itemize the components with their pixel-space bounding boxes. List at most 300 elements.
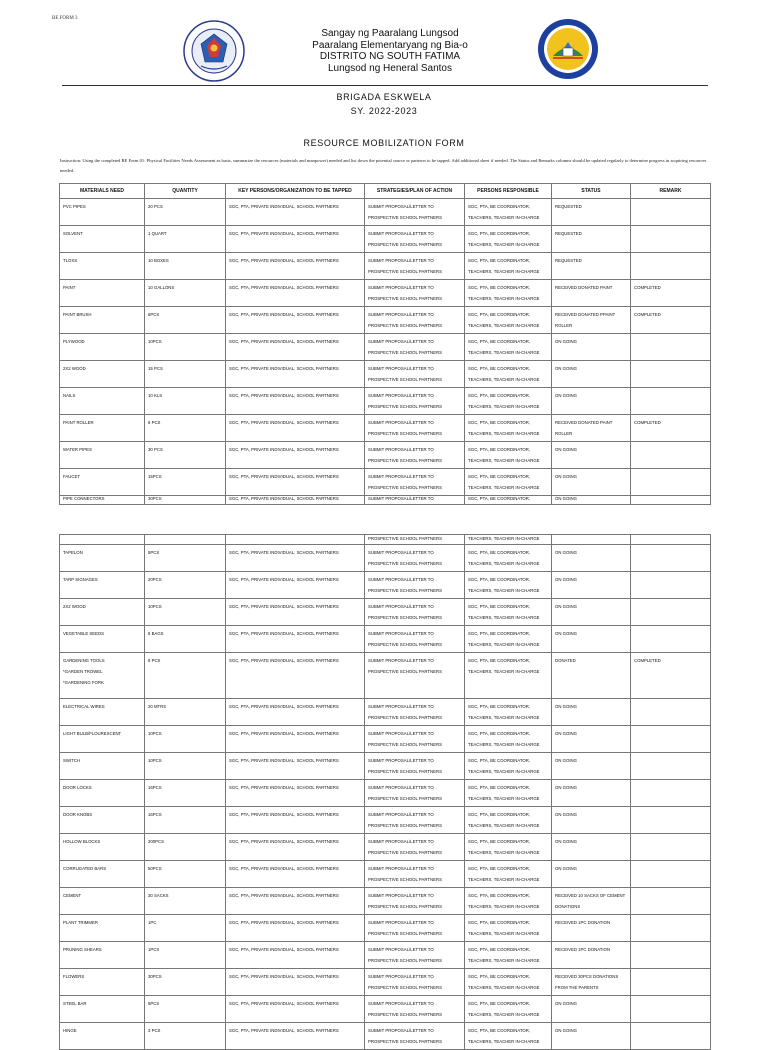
- persons-cell-text: SGC, PTA, BE COORDINATOR,: [468, 339, 531, 344]
- status-cell-text: RECEIVED DONATED PAINT: [555, 420, 613, 425]
- key-persons-cell: [226, 545, 365, 572]
- status-cell-text: ON GOING: [555, 812, 577, 817]
- instruction-text: Instruction: Using the completed BE Form 01: Physical Facilities Needs Assessment as basis, summarize the resources (materials and manpower) needed and list down the potential source or partners to be tapped. Add additional sheet if needed. The Status and Remarks columns should be updated regularly to determine progress in acquiring resources needed.: [60, 158, 707, 173]
- quantity-cell: [145, 753, 226, 780]
- strategy-cell: [365, 572, 465, 599]
- header-line-4: Lungsod ng Heneral Santos: [328, 62, 452, 74]
- persons-cell-text: TEACHERS, TEACHER IN-CHARGE: [468, 588, 540, 593]
- deped-seal-logo: [183, 20, 245, 82]
- table-row: [60, 545, 711, 572]
- strategy-cell-text: SUBMIT PROPOSAL/LETTER TO: [368, 204, 434, 209]
- table-row: [60, 653, 711, 699]
- key-persons-cell: [226, 653, 365, 699]
- status-cell: [552, 996, 631, 1023]
- strategy-cell: [365, 307, 465, 334]
- quantity-cell: [145, 942, 226, 969]
- status-cell: [552, 334, 631, 361]
- persons-cell-text: TEACHERS, TEACHER IN-CHARGE: [468, 669, 540, 674]
- persons-cell: [465, 653, 552, 699]
- key-persons-cell: [226, 780, 365, 807]
- quantity-cell: [145, 199, 226, 226]
- key-persons-cell: [226, 942, 365, 969]
- table-row: [60, 1023, 711, 1050]
- strategy-cell-text: SUBMIT PROPOSAL/LETTER TO: [368, 474, 434, 479]
- status-cell-text: ON GOING: [555, 366, 577, 371]
- table-row: [60, 307, 711, 334]
- remark-cell-text: COMPLETED: [634, 658, 661, 663]
- status-cell: [552, 807, 631, 834]
- strategy-cell-text: SUBMIT PROPOSAL/LETTER TO: [368, 893, 434, 898]
- persons-cell-text: TEACHERS, TEACHER IN-CHARGE: [468, 404, 540, 409]
- material-cell-text: DOOR KNOBS: [63, 812, 93, 817]
- status-cell-text: ON GOING: [555, 1028, 577, 1033]
- persons-cell: [465, 199, 552, 226]
- strategy-cell-text: PROSPECTIVE SCHOOL PARTNERS: [368, 323, 442, 328]
- status-cell-text: ON GOING: [555, 447, 577, 452]
- quantity-cell: [145, 726, 226, 753]
- remark-cell-text: COMPLETED: [634, 312, 661, 317]
- material-cell: [60, 307, 145, 334]
- key-persons-cell-text: SGC, PTA, PRIVATE INDIVIDUAL, SCHOOL PARTNERS: [229, 785, 339, 790]
- material-cell: [60, 807, 145, 834]
- strategy-cell-text: SUBMIT PROPOSAL/LETTER TO: [368, 420, 434, 425]
- table-row: [60, 753, 711, 780]
- strategy-cell-text: SUBMIT PROPOSAL/LETTER TO: [368, 947, 434, 952]
- material-cell-text: TAPELON: [63, 550, 83, 555]
- persons-cell-text: TEACHERS, TEACHER IN-CHARGE: [468, 958, 540, 963]
- quantity-cell: [145, 307, 226, 334]
- strategy-cell: [365, 726, 465, 753]
- quantity-cell: [145, 334, 226, 361]
- col-header-status: STATUS: [552, 184, 631, 199]
- status-cell: [552, 699, 631, 726]
- status-cell-text: RECEIVED DONATED PPAINT: [555, 312, 616, 317]
- material-cell-text: ELECTRICAL WIRES: [63, 704, 105, 709]
- header-line-2: Paaralang Elementaryang ng Bia-o: [312, 39, 468, 51]
- material-cell: [60, 861, 145, 888]
- strategy-cell-text: SUBMIT PROPOSAL/LETTER TO: [368, 658, 434, 663]
- key-persons-cell: [226, 280, 365, 307]
- strategy-cell-text: SUBMIT PROPOSAL/LETTER TO: [368, 631, 434, 636]
- strategy-cell-text: SUBMIT PROPOSAL/LETTER TO: [368, 447, 434, 452]
- key-persons-cell-text: SGC, PTA, PRIVATE INDIVIDUAL, SCHOOL PARTNERS: [229, 631, 339, 636]
- remark-cell: [631, 415, 711, 442]
- quantity-cell-text: 1 QUART: [148, 231, 167, 236]
- strategy-cell-text: PROSPECTIVE SCHOOL PARTNERS: [368, 1039, 442, 1044]
- key-persons-cell-text: SGC, PTA, PRIVATE INDIVIDUAL, SCHOOL PARTNERS: [229, 812, 339, 817]
- quantity-cell-text: 15 PCS: [148, 366, 163, 371]
- persons-cell-text: SGC, PTA, BE COORDINATOR,: [468, 658, 531, 663]
- quantity-cell: [145, 572, 226, 599]
- quantity-cell: [145, 626, 226, 653]
- strategy-cell-text: PROSPECTIVE SCHOOL PARTNERS: [368, 615, 442, 620]
- persons-cell-text: TEACHERS, TEACHER IN-CHARGE: [468, 431, 540, 436]
- status-cell: [552, 545, 631, 572]
- remark-cell: [631, 334, 711, 361]
- persons-cell: [465, 253, 552, 280]
- quantity-cell-text: 1PCS: [148, 947, 160, 952]
- status-cell-text: DONATIONS: [555, 904, 581, 909]
- strategy-cell-text: PROSPECTIVE SCHOOL PARTNERS: [368, 742, 442, 747]
- material-cell: [60, 915, 145, 942]
- quantity-cell-text: 10PCS: [148, 604, 162, 609]
- col-header-materials: MATERIALS NEED: [60, 184, 145, 199]
- quantity-cell: [145, 996, 226, 1023]
- persons-cell-text: SGC, PTA, BE COORDINATOR,: [468, 447, 531, 452]
- material-cell: [60, 496, 145, 505]
- quantity-cell-text: 10PCS: [148, 758, 162, 763]
- key-persons-cell: [226, 726, 365, 753]
- strategy-cell-text: SUBMIT PROPOSAL/LETTER TO: [368, 758, 434, 763]
- table-row: [60, 572, 711, 599]
- key-persons-cell: [226, 807, 365, 834]
- remark-cell: [631, 199, 711, 226]
- table-row: [60, 253, 711, 280]
- material-cell: [60, 253, 145, 280]
- key-persons-cell-text: SGC, PTA, PRIVATE INDIVIDUAL, SCHOOL PARTNERS: [229, 866, 339, 871]
- col-header-persons-responsible: PERSONS RESPONSIBLE: [465, 184, 552, 199]
- material-cell-text: SWITCH: [63, 758, 80, 763]
- quantity-cell-text: 20PCS: [148, 577, 162, 582]
- material-cell: [60, 469, 145, 496]
- material-cell-text: VEGETABLE SEEDS: [63, 631, 104, 636]
- strategy-cell-text: SUBMIT PROPOSAL/LETTER TO: [368, 285, 434, 290]
- strategy-cell-text: SUBMIT PROPOSAL/LETTER TO: [368, 550, 434, 555]
- strategy-cell-text: PROSPECTIVE SCHOOL PARTNERS: [368, 669, 442, 674]
- strategy-cell-text: SUBMIT PROPOSAL/LETTER TO: [368, 920, 434, 925]
- table-row: [60, 699, 711, 726]
- remark-cell: [631, 280, 711, 307]
- persons-cell-text: SGC, PTA, BE COORDINATOR,: [468, 731, 531, 736]
- material-cell-text: FLOWERS: [63, 974, 85, 979]
- quantity-cell: [145, 969, 226, 996]
- quantity-cell: [145, 888, 226, 915]
- material-cell: [60, 780, 145, 807]
- material-cell-text: PLANT TRIMMER: [63, 920, 98, 925]
- persons-cell-text: TEACHERS, TEACHER IN-CHARGE: [468, 1039, 540, 1044]
- key-persons-cell: [226, 969, 365, 996]
- key-persons-cell-text: SGC, PTA, PRIVATE INDIVIDUAL, SCHOOL PARTNERS: [229, 366, 339, 371]
- quantity-cell: [145, 415, 226, 442]
- form-title: RESOURCE MOBILIZATION FORM: [303, 138, 465, 148]
- strategy-cell: [365, 996, 465, 1023]
- table-row: [60, 280, 711, 307]
- key-persons-cell: [226, 199, 365, 226]
- persons-cell: [465, 469, 552, 496]
- strategy-cell-text: PROSPECTIVE SCHOOL PARTNERS: [368, 931, 442, 936]
- table-row-continued: [60, 535, 711, 545]
- status-cell-text: ON GOING: [555, 785, 577, 790]
- quantity-cell: [145, 653, 226, 699]
- program-title: BRIGADA ESKWELA: [336, 92, 432, 102]
- strategy-cell: [365, 1023, 465, 1050]
- persons-cell-text: SGC, PTA, BE COORDINATOR,: [468, 204, 531, 209]
- persons-cell: [465, 996, 552, 1023]
- strategy-cell-text: SUBMIT PROPOSAL/LETTER TO: [368, 785, 434, 790]
- strategy-cell-text: PROSPECTIVE SCHOOL PARTNERS: [368, 642, 442, 647]
- status-cell-text: ON GOING: [555, 866, 577, 871]
- table-row: [60, 226, 711, 253]
- strategy-cell-text: SUBMIT PROPOSAL/LETTER TO: [368, 1001, 434, 1006]
- status-cell-text: DONATED: [555, 658, 576, 663]
- key-persons-cell-text: SGC, PTA, PRIVATE INDIVIDUAL, SCHOOL PARTNERS: [229, 339, 339, 344]
- remark-cell: [631, 753, 711, 780]
- key-persons-cell-text: SGC, PTA, PRIVATE INDIVIDUAL, SCHOOL PARTNERS: [229, 974, 339, 979]
- status-cell: [552, 280, 631, 307]
- key-persons-cell: [226, 599, 365, 626]
- persons-cell-text: TEACHERS, TEACHER IN-CHARGE: [468, 215, 540, 220]
- strategy-cell-text: SUBMIT PROPOSAL/LETTER TO: [368, 393, 434, 398]
- strategy-cell-text: SUBMIT PROPOSAL/LETTER TO: [368, 312, 434, 317]
- strategy-cell-text: PROSPECTIVE SCHOOL PARTNERS: [368, 458, 442, 463]
- status-cell: [552, 942, 631, 969]
- strategy-cell-text: SUBMIT PROPOSAL/LETTER TO: [368, 866, 434, 871]
- persons-cell-text: TEACHERS, TEACHER IN-CHARGE: [468, 615, 540, 620]
- status-cell-text: ON GOING: [555, 474, 577, 479]
- remark-cell: [631, 442, 711, 469]
- col-header-strategies: STRATEGIES/PLAN OF ACTION: [365, 184, 465, 199]
- strategy-cell-text: PROSPECTIVE SCHOOL PARTNERS: [368, 431, 442, 436]
- persons-cell-text: TEACHERS, TEACHER IN-CHARGE: [468, 796, 540, 801]
- strategy-cell-text: SUBMIT PROPOSAL/LETTER TO: [368, 812, 434, 817]
- quantity-cell-text: 50PCS: [148, 866, 162, 871]
- persons-cell-text: TEACHERS, TEACHER IN-CHARGE: [468, 642, 540, 647]
- quantity-cell-text: 10PCS: [148, 731, 162, 736]
- table-row: [60, 780, 711, 807]
- remark-cell: [631, 915, 711, 942]
- material-cell: [60, 415, 145, 442]
- material-cell: [60, 942, 145, 969]
- quantity-cell: [145, 361, 226, 388]
- key-persons-cell: [226, 469, 365, 496]
- material-cell: [60, 280, 145, 307]
- status-cell-text: RECEIVED 1PC DONATION: [555, 920, 611, 925]
- key-persons-cell: [226, 699, 365, 726]
- strategy-cell: PROSPECTIVE SCHOOL PARTNERS: [365, 535, 465, 545]
- remark-cell: [631, 969, 711, 996]
- strategy-cell-text: SUBMIT PROPOSAL/LETTER TO: [368, 974, 434, 979]
- material-cell-text: *GARDEN TROWEL: [63, 669, 103, 674]
- remark-cell: [631, 599, 711, 626]
- material-cell-text: PAINT ROLLER: [63, 420, 94, 425]
- status-cell-text: ON GOING: [555, 839, 577, 844]
- persons-cell-text: SGC, PTA, BE COORDINATOR,: [468, 866, 531, 871]
- quantity-cell: [145, 861, 226, 888]
- persons-cell-text: SGC, PTA, BE COORDINATOR,: [468, 604, 531, 609]
- key-persons-cell-text: SGC, PTA, PRIVATE INDIVIDUAL, SCHOOL PARTNERS: [229, 1028, 339, 1033]
- table-row: [60, 334, 711, 361]
- strategy-cell-text: SUBMIT PROPOSAL/LETTER TO: [368, 496, 434, 501]
- material-cell: [60, 699, 145, 726]
- status-cell: [552, 599, 631, 626]
- status-cell: [552, 653, 631, 699]
- remark-cell: [631, 388, 711, 415]
- material-cell: [60, 199, 145, 226]
- key-persons-cell: [226, 226, 365, 253]
- strategy-cell: [365, 626, 465, 653]
- key-persons-cell: [226, 253, 365, 280]
- persons-cell-text: TEACHERS, TEACHER IN-CHARGE: [468, 269, 540, 274]
- material-cell: [60, 1023, 145, 1050]
- quantity-cell: [145, 442, 226, 469]
- persons-cell: [465, 361, 552, 388]
- remark-cell: [631, 780, 711, 807]
- remark-cell: [631, 653, 711, 699]
- quantity-cell-text: 15PCS: [148, 474, 162, 479]
- key-persons-cell-text: SGC, PTA, PRIVATE INDIVIDUAL, SCHOOL PARTNERS: [229, 947, 339, 952]
- strategy-cell: [365, 442, 465, 469]
- material-cell-text: WATER PIPES: [63, 447, 92, 452]
- status-cell: [552, 753, 631, 780]
- strategy-cell: [365, 780, 465, 807]
- key-persons-cell-text: SGC, PTA, PRIVATE INDIVIDUAL, SCHOOL PARTNERS: [229, 731, 339, 736]
- persons-cell-text: TEACHERS, TEACHER IN-CHARGE: [468, 458, 540, 463]
- material-cell-text: PAINT: [63, 285, 76, 290]
- col-header-quantity: QUANTITY: [145, 184, 226, 199]
- material-cell: [60, 969, 145, 996]
- key-persons-cell-text: SGC, PTA, PRIVATE INDIVIDUAL, SCHOOL PARTNERS: [229, 658, 339, 663]
- persons-cell-text: SGC, PTA, BE COORDINATOR,: [468, 231, 531, 236]
- key-persons-cell-text: SGC, PTA, PRIVATE INDIVIDUAL, SCHOOL PARTNERS: [229, 496, 339, 501]
- key-persons-cell-text: SGC, PTA, PRIVATE INDIVIDUAL, SCHOOL PARTNERS: [229, 577, 339, 582]
- key-persons-cell-text: SGC, PTA, PRIVATE INDIVIDUAL, SCHOOL PARTNERS: [229, 447, 339, 452]
- material-cell-text: PLYWOOD: [63, 339, 85, 344]
- strategy-cell-text: SUBMIT PROPOSAL/LETTER TO: [368, 577, 434, 582]
- quantity-cell-text: 8 PCS: [148, 658, 161, 663]
- strategy-cell-text: SUBMIT PROPOSAL/LETTER TO: [368, 704, 434, 709]
- material-cell-text: PVC PIPES: [63, 204, 86, 209]
- strategy-cell-text: PROSPECTIVE SCHOOL PARTNERS: [368, 823, 442, 828]
- remark-cell-text: COMPLETED: [634, 285, 661, 290]
- remark-cell-text: COMPLETED: [634, 420, 661, 425]
- persons-cell-text: TEACHERS, TEACHER IN-CHARGE: [468, 931, 540, 936]
- material-cell-text: HINGE: [63, 1028, 77, 1033]
- persons-cell-text: SGC, PTA, BE COORDINATOR,: [468, 974, 531, 979]
- persons-cell: [465, 699, 552, 726]
- persons-cell-text: TEACHERS, TEACHER IN-CHARGE: [468, 1012, 540, 1017]
- quantity-cell: [145, 780, 226, 807]
- quantity-cell-text: 10 GALLONS: [148, 285, 175, 290]
- form-number: BE FORM 3: [52, 16, 78, 21]
- persons-cell: [465, 626, 552, 653]
- persons-cell: [465, 726, 552, 753]
- quantity-cell: [145, 496, 226, 505]
- persons-cell-text: TEACHERS, TEACHER IN-CHARGE: [468, 850, 540, 855]
- material-cell: [60, 834, 145, 861]
- strategy-cell-text: PROSPECTIVE SCHOOL PARTNERS: [368, 561, 442, 566]
- table-row: [60, 888, 711, 915]
- table-row: [60, 496, 711, 505]
- col-header-remark: REMARK: [631, 184, 711, 199]
- quantity-cell: [145, 834, 226, 861]
- school-header: [250, 28, 530, 74]
- persons-cell-text: TEACHERS, TEACHER IN-CHARGE: [468, 823, 540, 828]
- strategy-cell: [365, 699, 465, 726]
- strategy-cell: [365, 807, 465, 834]
- strategy-cell: [365, 415, 465, 442]
- strategy-cell-text: PROSPECTIVE SCHOOL PARTNERS: [368, 985, 442, 990]
- persons-cell-text: SGC, PTA, BE COORDINATOR,: [468, 812, 531, 817]
- table-row: [60, 726, 711, 753]
- persons-cell-text: SGC, PTA, BE COORDINATOR,: [468, 839, 531, 844]
- persons-cell-text: TEACHERS, TEACHER IN-CHARGE: [468, 377, 540, 382]
- strategy-cell: [365, 653, 465, 699]
- remark-cell: [631, 307, 711, 334]
- strategy-cell-text: SUBMIT PROPOSAL/LETTER TO: [368, 1028, 434, 1033]
- quantity-cell: [145, 807, 226, 834]
- strategy-cell: [365, 834, 465, 861]
- remark-cell: [631, 996, 711, 1023]
- strategy-cell-text: SUBMIT PROPOSAL/LETTER TO: [368, 604, 434, 609]
- persons-cell-text: TEACHERS, TEACHER IN-CHARGE: [468, 904, 540, 909]
- quantity-cell-text: 20 PCS: [148, 204, 163, 209]
- status-cell-text: FROM THE PARENTS: [555, 985, 599, 990]
- table-header-row: [60, 184, 711, 199]
- key-persons-cell-text: SGC, PTA, PRIVATE INDIVIDUAL, SCHOOL PARTNERS: [229, 258, 339, 263]
- remark-cell: [631, 834, 711, 861]
- status-cell: [552, 199, 631, 226]
- persons-cell-text: TEACHERS, TEACHER IN-CHARGE: [468, 715, 540, 720]
- table-row: [60, 996, 711, 1023]
- persons-cell-text: TEACHERS, TEACHER IN-CHARGE: [468, 769, 540, 774]
- quantity-cell: [145, 469, 226, 496]
- status-cell-text: RECEIVED DONATED PAINT: [555, 285, 613, 290]
- key-persons-cell: [226, 626, 365, 653]
- persons-cell: [465, 599, 552, 626]
- status-cell-text: ON GOING: [555, 550, 577, 555]
- quantity-cell-text: 30 PCS: [148, 447, 163, 452]
- status-cell: [552, 834, 631, 861]
- strategy-cell-text: PROSPECTIVE SCHOOL PARTNERS: [368, 850, 442, 855]
- persons-cell: [465, 888, 552, 915]
- key-persons-cell: [226, 861, 365, 888]
- quantity-cell-text: 16PCS: [148, 812, 162, 817]
- remark-cell: [631, 726, 711, 753]
- material-cell-text: 2X2 WOOD: [63, 604, 86, 609]
- remark-cell: [631, 469, 711, 496]
- status-cell-text: ON GOING: [555, 704, 577, 709]
- strategy-cell-text: PROSPECTIVE SCHOOL PARTNERS: [368, 715, 442, 720]
- strategy-cell-text: PROSPECTIVE SCHOOL PARTNERS: [368, 796, 442, 801]
- table-row: [60, 942, 711, 969]
- quantity-cell-text: 10PCS: [148, 339, 162, 344]
- key-persons-cell: [226, 753, 365, 780]
- material-cell: [60, 572, 145, 599]
- persons-cell: [465, 915, 552, 942]
- table-row: [60, 469, 711, 496]
- key-persons-cell: [226, 307, 365, 334]
- header-line-1: Sangay ng Paaralang Lungsod: [321, 28, 459, 39]
- material-cell-text: NAILS: [63, 393, 76, 398]
- status-cell-text: ON GOING: [555, 731, 577, 736]
- status-cell-text: ON GOING: [555, 339, 577, 344]
- material-cell: [60, 753, 145, 780]
- quantity-cell-text: 30PCS: [148, 974, 162, 979]
- key-persons-cell-text: SGC, PTA, PRIVATE INDIVIDUAL, SCHOOL PARTNERS: [229, 285, 339, 290]
- persons-cell: TEACHERS, TEACHER IN-CHARGE: [465, 535, 552, 545]
- strategy-cell-text: PROSPECTIVE SCHOOL PARTNERS: [368, 1012, 442, 1017]
- persons-cell-text: TEACHERS, TEACHER IN-CHARGE: [468, 242, 540, 247]
- quantity-cell-text: 6 PCS: [148, 420, 161, 425]
- material-cell-text: FAUCET: [63, 474, 80, 479]
- strategy-cell-text: PROSPECTIVE SCHOOL PARTNERS: [368, 485, 442, 490]
- persons-cell: [465, 861, 552, 888]
- resource-table-page-2: [59, 534, 711, 1050]
- table-row: [60, 199, 711, 226]
- persons-cell: [465, 280, 552, 307]
- persons-cell-text: SGC, PTA, BE COORDINATOR,: [468, 704, 531, 709]
- persons-cell-text: SGC, PTA, BE COORDINATOR,: [468, 1001, 531, 1006]
